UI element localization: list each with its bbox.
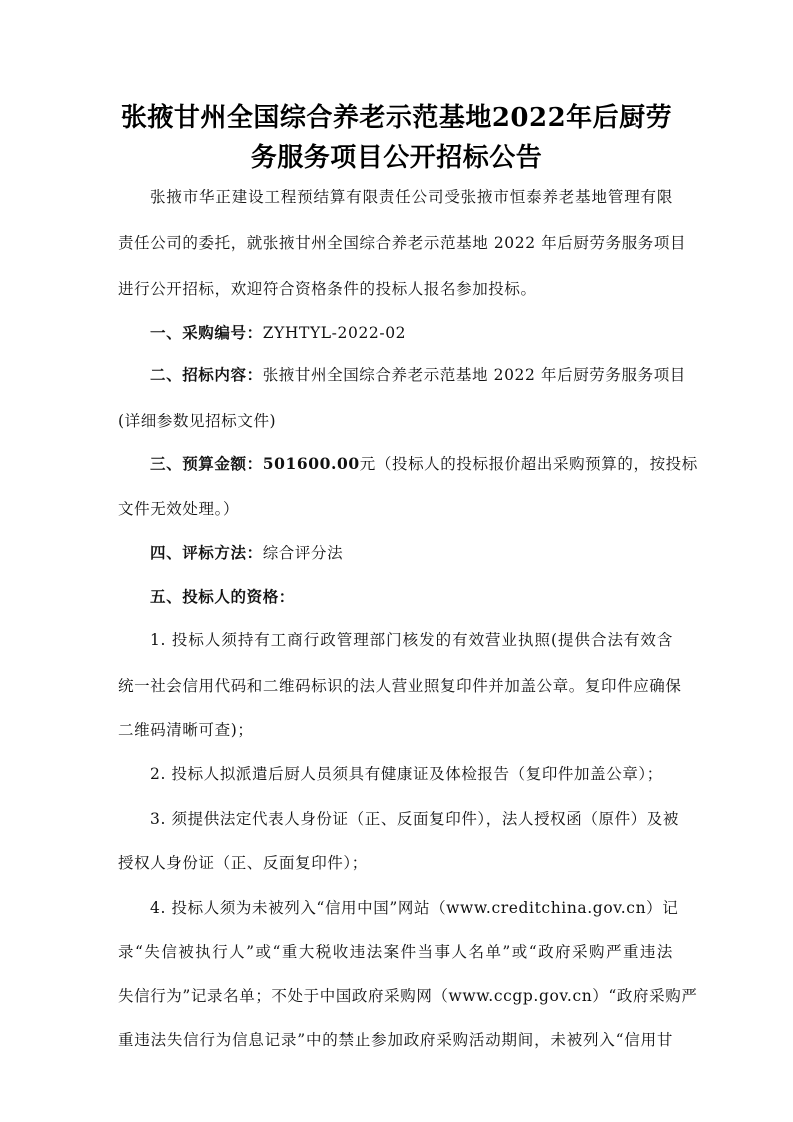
- intro-line-3: 进行公开招标，欢迎符合资格条件的投标人报名参加投标。: [118, 280, 537, 298]
- section-procurement-number: [150, 322, 673, 344]
- intro-line-1: 张掖市华正建设工程预结算有限责任公司受张掖市恒泰养老基地管理有限: [150, 188, 673, 206]
- procurement-number: ZYHTYL-2022-02: [262, 324, 407, 342]
- qualification-1-line-3: 二维码清晰可查)；: [118, 721, 254, 739]
- section-tender-content: [150, 364, 686, 386]
- document-title-line-1: 张掖甘州全国综合养老示范基地2022年后厨劳: [120, 103, 673, 133]
- tender-content: 张掖甘州全国综合养老示范基地 2022 年后厨劳务服务项目: [262, 366, 686, 384]
- section-2-label: 二、招标内容：: [150, 365, 263, 384]
- section-4-label: 四、评标方法：: [150, 543, 263, 562]
- document-title-line-2: 务服务项目公开招标公告: [250, 143, 543, 173]
- budget-note-line-2: 文件无效处理。）: [118, 500, 240, 518]
- qualification-2-line-1: 2. 投标人拟派遣后厨人员须具有健康证及体检报告（复印件加盖公章）；: [150, 765, 663, 783]
- qualification-3-line-1: 3. 须提供法定代表人身份证（正、反面复印件），法人授权函（原件）及被: [150, 810, 679, 828]
- qualification-4-line-3: 失信行为”记录名单；不处于中国政府采购网（www.ccgp.gov.cn）“政府采购严: [118, 987, 698, 1005]
- section-budget: [150, 453, 698, 475]
- tender-content-line-2: (详细参数见招标文件): [118, 412, 277, 430]
- section-bidder-qualifications: 五、投标人的资格：: [150, 587, 295, 606]
- evaluation-method: 综合评分法: [262, 544, 344, 562]
- section-evaluation-method: [150, 542, 673, 564]
- qualification-4-line-4: 重违法失信行为信息记录”中的禁止参加政府采购活动期间，未被列入“信用甘: [118, 1031, 673, 1049]
- qualification-3-line-2: 授权人身份证（正、反面复印件）；: [118, 854, 368, 872]
- section-3-label: 三、预算金额：: [150, 454, 263, 473]
- qualification-4-line-2: 录“失信被执行人”或“重大税收违法案件当事人名单”或“政府采购严重违法: [118, 943, 673, 961]
- budget-note: 元（投标人的投标报价超出采购预算的，按投标: [359, 455, 698, 473]
- qualification-1-line-1: 1. 投标人须持有工商行政管理部门核发的有效营业执照(提供合法有效含: [150, 631, 673, 649]
- section-1-label: 一、采购编号：: [150, 323, 263, 342]
- qualification-1-line-2: 统一社会信用代码和二维码标识的法人营业照复印件并加盖公章。复印件应确保: [118, 677, 682, 695]
- budget-amount: 501600.00: [262, 454, 360, 473]
- intro-line-2: 责任公司的委托，就张掖甘州全国综合养老示范基地 2022 年后厨劳务服务项目: [118, 234, 687, 252]
- qualification-4-line-1: 4. 投标人须为未被列入“信用中国”网站（www.creditchina.gov.cn）记: [150, 899, 679, 917]
